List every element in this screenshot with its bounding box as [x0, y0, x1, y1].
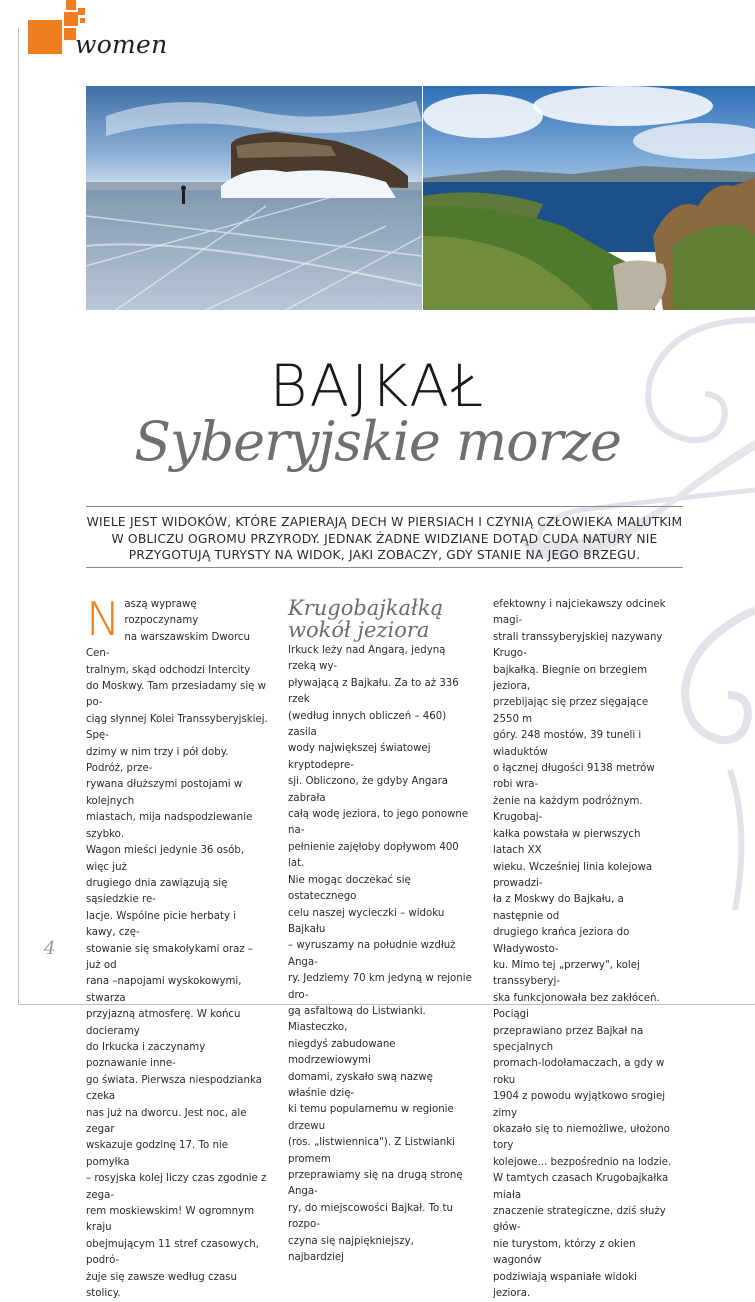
text-column-2	[288, 597, 472, 1266]
photo-strip	[86, 86, 755, 310]
photo-frozen-lake	[86, 86, 422, 310]
drop-cap: N	[86, 592, 121, 646]
photo-lake-shore	[423, 86, 755, 310]
lead-paragraph: WIELE JEST WIDOKÓW, KTÓRE ZAPIERAJĄ DECH W PIERSIACH I CZYNIĄ CZŁOWIEKA MALUTKIM W OBLICZU OGROMU PRZYRODY. JEDNAK ŻADNE WIDZIANE DOTĄD CUDA NATURY NIE PRZYGOTUJĄ TURYSTY NA WIDOK, JAKI ZOBACZY, GDY STANIE NA JEGO BRZEGU.	[86, 515, 683, 562]
article-subtitle: Syberyjskie morze	[134, 410, 621, 473]
text-column-3	[493, 597, 673, 1302]
section-heading: Krugobajkałką wokół jeziora	[288, 596, 444, 642]
article-title: BAJKAŁ	[269, 352, 486, 420]
page-number: 4	[44, 938, 56, 959]
column-2-body: Irkuck leży nad Angarą, jedyną rzeką wy- pływającą z Bajkału. Za to aż 336 rzek (według innych obliczeń – 460) zasila wody największej światowej kryptodepre- sji. Obliczono, że gdyby Angara zabrała całą wodę jeziora, to jego ponowne na- pełnienie zajęłoby dopływom 400 lat. Nie mogąc doczekać się ostatecznego celu naszej wycieczki – widoku Bajkału – wyruszamy na południe wzdłuż Anga- ry. Jedziemy 70 km jedyną w rejonie dro- gą asfaltową do Listwianki. Miasteczko, niegdyś zabudowane modrzewiowymi domami, zyskało swą nazwę właśnie dzię- ki temu popularnemu w regionie drzewu (ros. „listwiennica"). Z Listwianki promem przeprawiamy się na drugą stronę Anga- ry, do miejscowości Bajkał. To tu rozpo- czyna się najpiękniejszy, najbardziej	[288, 645, 472, 1264]
lead-rule-top	[86, 506, 683, 507]
section-label: women	[75, 30, 168, 59]
lead-rule-bottom	[86, 567, 683, 568]
column-1-intro: aszą wyprawę rozpoczynamy na warszawskim Dworcu Cen- tralnym, skąd odchodzi Intercity	[86, 599, 251, 676]
column-3-body: efektowny i najciekawszy odcinek magi- strali transsyberyjskiej nazywany Krugo- bajkałką. Biegnie on brzegiem jeziora, przebijając się przez sięgające 2550 m góry. 248 mostów, 39 tuneli i wiaduktów o łącznej długości 9138 metrów robi wra- żenie na każdym podróżnym. Krugobaj- kałka powstała w pierwszych latach XX wieku. Wcześniej linia kolejowa prowadzi- ła z Moskwy do Bajkału, a następnie od drugiego krańca jeziora do Władywosto- ku. Mimo tej „przerwy", kolej transsyberyj- ska funkcjonowała bez zakłóceń. Pociągi przeprawiano przez Bajkał na specjalnych promach-lodołamaczach, a gdy w roku 1904 z powodu wyjątkowo srogiej zimy okazało się to niemożliwe, ułożono tory kolejowe... bezpośrednio na lodzie. W tamtych czasach Krugobajkałka miała znaczenie strategiczne, dziś służy głów- nie turystom, którzy z okien wagonów podziwiają wspaniałe widoki jeziora.	[493, 599, 672, 1300]
column-1-body: do Moskwy. Tam przesiadamy się w po- ciąg słynnej Kolei Transsyberyjskiej. Spę- dzimy w nim trzy i pół doby. Podróż, prze- rywana dłuższymi postojami w kolejnych miastach, mija nadspodziewanie szybko. Wagon mieści jedynie 36 osób, więc już drugiego dnia zawiązują się sąsiedzkie re- lacje. Wspólne picie herbaty i kawy, czę- stowanie się smakołykami oraz – już od rana –napojami wyskokowymi, stwarza przyjazną atmosferę. W końcu docieramy do Irkucka i zaczynamy poznawanie inne- go świata. Pierwsza niespodzianka czeka nas już na dworcu. Jest noc, ale zegar wskazuje godzinę 17. To nie pomyłka – rosyjska kolej liczy czas zgodnie z zega- rem moskiewskim! W ogromnym kraju obejmującym 11 stref czasowych, podró- żuje się zawsze według czasu stolicy.	[86, 681, 268, 1300]
text-column-1	[86, 592, 268, 1302]
